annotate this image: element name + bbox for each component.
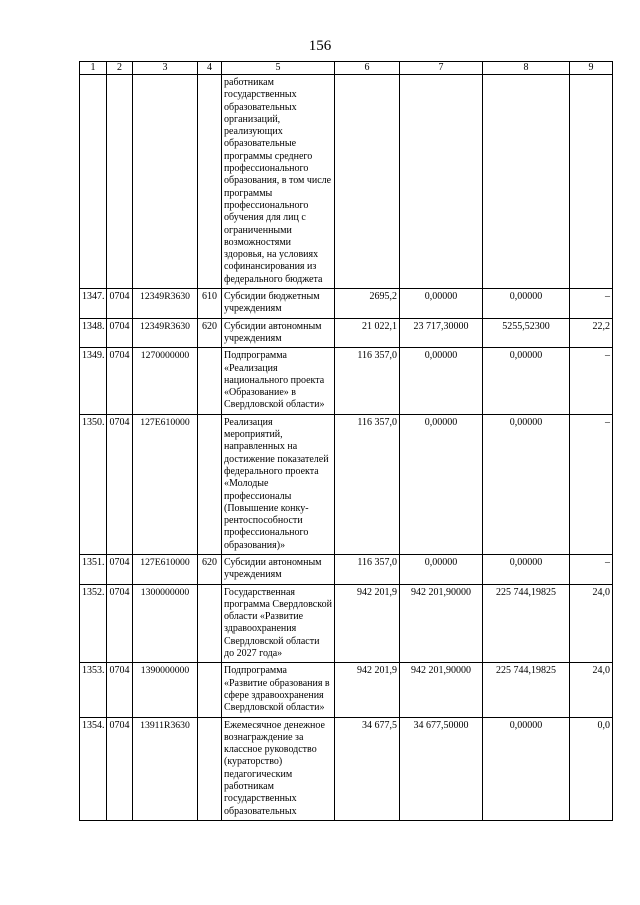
header-cell: 9 xyxy=(570,62,613,75)
amount-executed-cell: 225 744,19825 xyxy=(483,584,570,663)
amount-executed-cell: 0,00000 xyxy=(483,414,570,554)
table-row xyxy=(80,348,613,414)
amount-planned-cell: 0,00000 xyxy=(400,289,483,319)
section-code-cell: 0704 xyxy=(107,584,133,663)
amount-executed-cell: 0,00000 xyxy=(483,289,570,319)
percent-executed-cell: 24,0 xyxy=(570,663,613,717)
header-cell: 5 xyxy=(222,62,335,75)
amount-approved-cell: 2695,2 xyxy=(335,289,400,319)
target-article-cell: 12349R3630 xyxy=(133,289,198,319)
row-number-cell: 1353. xyxy=(80,663,107,717)
table-row xyxy=(80,584,613,663)
expense-type-cell: 610 xyxy=(198,289,222,319)
table-row xyxy=(80,75,613,289)
item-name-cell: Подпрограмма «Реализация национального проекта «Образование» в Свердловской области» xyxy=(222,348,335,414)
header-cell: 1 xyxy=(80,62,107,75)
table-body xyxy=(80,62,613,821)
amount-approved-cell: 942 201,9 xyxy=(335,584,400,663)
header-cell: 8 xyxy=(483,62,570,75)
target-article-cell: 127E610000 xyxy=(133,554,198,584)
expense-type-cell xyxy=(198,584,222,663)
row-number-cell: 1354. xyxy=(80,717,107,820)
item-name-cell: Субсидии автономным учреждениям xyxy=(222,318,335,348)
amount-executed-cell: 225 744,19825 xyxy=(483,663,570,717)
expense-type-cell: 620 xyxy=(198,554,222,584)
item-name-cell: Субсидии автономным учреждениям xyxy=(222,554,335,584)
page-number: 156 xyxy=(308,38,332,54)
section-code-cell xyxy=(107,75,133,289)
percent-executed-cell: 0,0 xyxy=(570,717,613,820)
amount-planned-cell: 942 201,90000 xyxy=(400,663,483,717)
item-name-cell: работникам государственных образовательных организаций, реализующих образовательные программы среднего профессионального образования, в том числе программы профессионального обучения для лиц с ограниченными возможностями здоровья, на условиях софинансирования из федерального бюджета xyxy=(222,75,335,289)
header-cell: 4 xyxy=(198,62,222,75)
header-cell: 7 xyxy=(400,62,483,75)
expense-type-cell xyxy=(198,717,222,820)
amount-executed-cell: 0,00000 xyxy=(483,348,570,414)
table-row xyxy=(80,414,613,554)
expense-type-cell xyxy=(198,348,222,414)
table-row xyxy=(80,554,613,584)
percent-executed-cell: – xyxy=(570,414,613,554)
target-article-cell: 1270000000 xyxy=(133,348,198,414)
item-name-cell: Реализация мероприятий, направленных на достижение показателей федерального проекта «Молодые профессионалы (Повышение конку-рентоспособности профессионального образования)» xyxy=(222,414,335,554)
amount-planned-cell: 34 677,50000 xyxy=(400,717,483,820)
header-cell: 3 xyxy=(133,62,198,75)
amount-approved-cell: 116 357,0 xyxy=(335,348,400,414)
table-row xyxy=(80,663,613,717)
amount-approved-cell: 942 201,9 xyxy=(335,663,400,717)
percent-executed-cell: – xyxy=(570,554,613,584)
section-code-cell: 0704 xyxy=(107,318,133,348)
target-article-cell: 1390000000 xyxy=(133,663,198,717)
item-name-cell: Государственная программа Свердловской области «Развитие здравоохранения Свердловской области до 2027 года» xyxy=(222,584,335,663)
section-code-cell: 0704 xyxy=(107,663,133,717)
amount-executed-cell: 0,00000 xyxy=(483,717,570,820)
percent-executed-cell: – xyxy=(570,289,613,319)
expense-type-cell xyxy=(198,663,222,717)
section-code-cell: 0704 xyxy=(107,717,133,820)
percent-executed-cell: 22,2 xyxy=(570,318,613,348)
target-article-cell xyxy=(133,75,198,289)
row-number-cell: 1352. xyxy=(80,584,107,663)
amount-approved-cell: 116 357,0 xyxy=(335,414,400,554)
budget-table xyxy=(79,61,613,821)
percent-executed-cell: 24,0 xyxy=(570,584,613,663)
amount-planned-cell xyxy=(400,75,483,289)
amount-executed-cell: 0,00000 xyxy=(483,554,570,584)
table-header-row xyxy=(80,62,613,75)
expense-type-cell xyxy=(198,414,222,554)
amount-planned-cell: 23 717,30000 xyxy=(400,318,483,348)
target-article-cell: 12349R3630 xyxy=(133,318,198,348)
row-number-cell: 1347. xyxy=(80,289,107,319)
percent-executed-cell xyxy=(570,75,613,289)
item-name-cell: Ежемесячное денежное вознаграждение за классное руководство (кураторство) педагогическим работникам государственных образовательных xyxy=(222,717,335,820)
row-number-cell: 1348. xyxy=(80,318,107,348)
item-name-cell: Подпрограмма «Развитие образования в сфере здравоохранения Свердловской области» xyxy=(222,663,335,717)
section-code-cell: 0704 xyxy=(107,348,133,414)
table-row xyxy=(80,717,613,820)
target-article-cell: 1300000000 xyxy=(133,584,198,663)
target-article-cell: 127E610000 xyxy=(133,414,198,554)
amount-approved-cell xyxy=(335,75,400,289)
header-cell: 6 xyxy=(335,62,400,75)
section-code-cell: 0704 xyxy=(107,414,133,554)
item-name-cell: Субсидии бюджетным учреждениям xyxy=(222,289,335,319)
row-number-cell xyxy=(80,75,107,289)
amount-planned-cell: 0,00000 xyxy=(400,554,483,584)
section-code-cell: 0704 xyxy=(107,554,133,584)
amount-approved-cell: 116 357,0 xyxy=(335,554,400,584)
amount-planned-cell: 942 201,90000 xyxy=(400,584,483,663)
target-article-cell: 13911R3630 xyxy=(133,717,198,820)
row-number-cell: 1349. xyxy=(80,348,107,414)
percent-executed-cell: – xyxy=(570,348,613,414)
table-row xyxy=(80,318,613,348)
row-number-cell: 1350. xyxy=(80,414,107,554)
amount-approved-cell: 34 677,5 xyxy=(335,717,400,820)
amount-executed-cell: 5255,52300 xyxy=(483,318,570,348)
section-code-cell: 0704 xyxy=(107,289,133,319)
row-number-cell: 1351. xyxy=(80,554,107,584)
amount-planned-cell: 0,00000 xyxy=(400,348,483,414)
header-cell: 2 xyxy=(107,62,133,75)
amount-planned-cell: 0,00000 xyxy=(400,414,483,554)
expense-type-cell: 620 xyxy=(198,318,222,348)
table-row xyxy=(80,289,613,319)
amount-approved-cell: 21 022,1 xyxy=(335,318,400,348)
amount-executed-cell xyxy=(483,75,570,289)
expense-type-cell xyxy=(198,75,222,289)
